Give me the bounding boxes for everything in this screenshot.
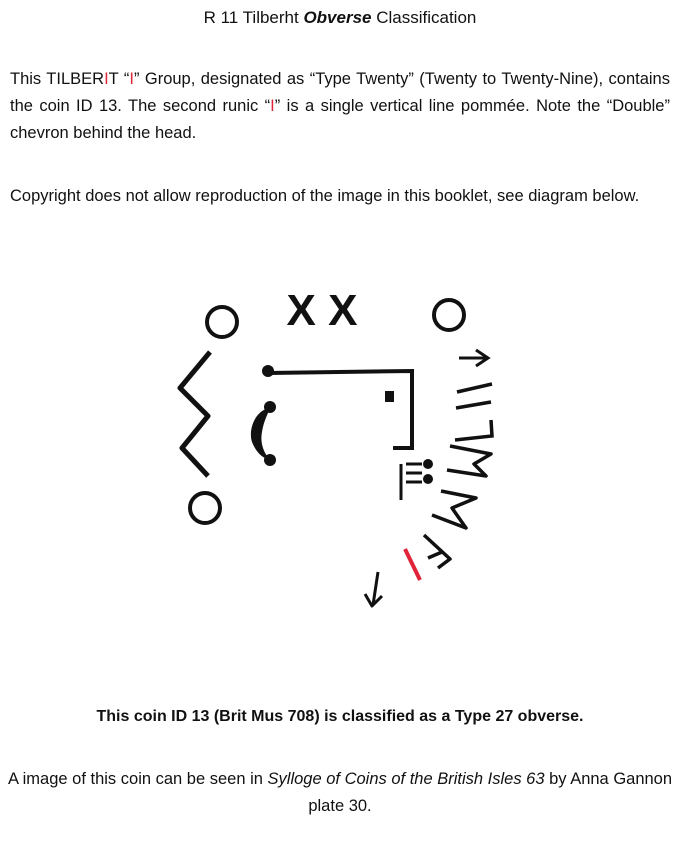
coin-diagram-svg [0, 270, 680, 650]
rune-m [432, 491, 476, 528]
rune-i-2 [456, 402, 491, 408]
reference-text-1: A image of this coin can be seen in [7, 770, 268, 788]
eye [385, 391, 394, 402]
description-paragraph [10, 66, 670, 147]
annulet-bottom-left [190, 493, 220, 523]
rune-b [447, 446, 491, 476]
title-suffix: Classification [371, 8, 477, 27]
title-emphasis: Obverse [303, 8, 372, 27]
classification-caption: This coin ID 13 (Brit Mus 708) is classified as a Type 27 obverse. [96, 708, 584, 725]
rune-i-red [405, 549, 420, 580]
rune-arrow-top [459, 350, 488, 366]
red-rune-1: I [104, 70, 109, 88]
para1-text-4: ” is a single vertical line pommée. Note the “Double” chevron behind the head. [10, 97, 670, 142]
para1-text-1: This TILBER [10, 70, 105, 88]
reference-text-2: by Anna Gannon plate 30. [308, 770, 673, 815]
pellet-crown [262, 365, 274, 377]
double-chevron [180, 352, 210, 476]
bust-outline [268, 371, 412, 448]
rune-i-1 [457, 384, 492, 392]
red-rune-3: I [270, 97, 275, 115]
annulet-top-right [434, 300, 464, 330]
head-crescent [251, 408, 270, 460]
pellet-bust-1 [423, 459, 433, 469]
para1-text-2: T “ [108, 70, 130, 88]
page-title [0, 8, 680, 28]
red-rune-2: I [129, 70, 134, 88]
pellet-head-bottom [264, 454, 276, 466]
title-prefix: R 11 Tilberht [203, 8, 304, 27]
annulet-top-left [207, 307, 237, 337]
pellet-bust-2 [423, 474, 433, 484]
coin-diagram [0, 270, 680, 650]
rune-arrow-bottom [365, 572, 382, 606]
rune-a [424, 535, 450, 568]
pellet-head-top [264, 401, 276, 413]
para1-text-3: ” Group, designated as “Type Twenty” (Twenty to Twenty-Nine), contains the coin ID 13. The second runic “ [10, 70, 670, 115]
copyright-paragraph: Copyright does not allow reproduction of the image in this booklet, see diagram below. [10, 187, 640, 205]
rune-gamma [455, 420, 492, 440]
top-crosses: X X [286, 286, 358, 335]
reference-book-title: Sylloge of Coins of the British Isles 63 [267, 770, 545, 788]
reference-paragraph [0, 766, 680, 820]
